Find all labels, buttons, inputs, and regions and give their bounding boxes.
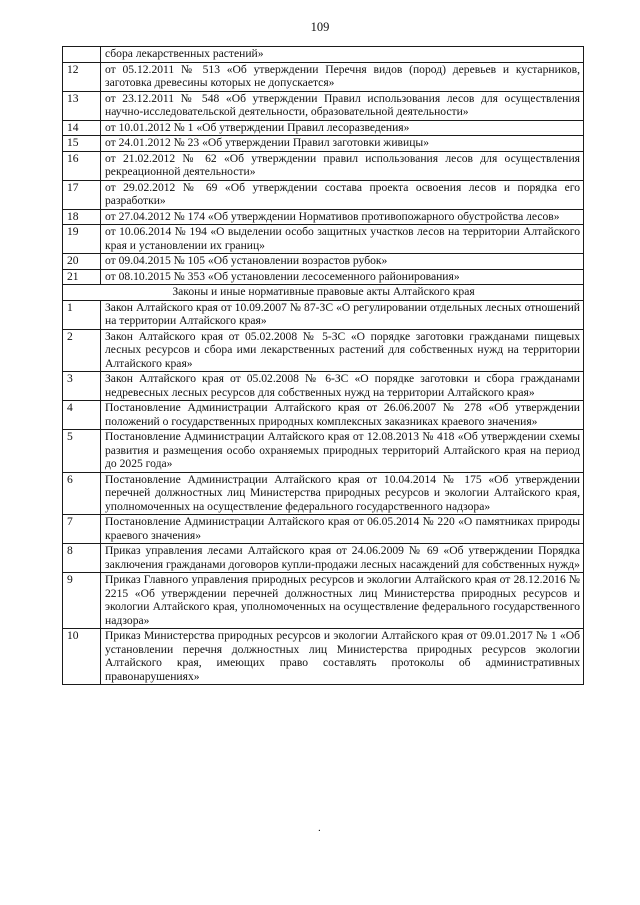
- table-row: [63, 120, 584, 136]
- row-text: от 23.12.2011 № 548 «Об утверждении Правил использования лесов для осуществления научно-исследовательской деятельности, образовательной деятельности»: [101, 91, 584, 120]
- legal-acts-table: [62, 46, 584, 685]
- row-number: 20: [63, 254, 101, 270]
- row-number: 4: [63, 401, 101, 430]
- table-row: [63, 225, 584, 254]
- section-heading: Законы и иные нормативные правовые акты Алтайского края: [63, 285, 584, 301]
- table-row: [63, 136, 584, 152]
- page-number: 109: [310, 20, 330, 34]
- row-text: Постановление Администрации Алтайского края от 12.08.2013 № 418 «Об утверждении схемы развития и размещения особо охраняемых природных территорий Алтайского края на период до 2025 года»: [101, 430, 584, 473]
- row-text: от 09.04.2015 № 105 «Об установлении возрастов рубок»: [101, 254, 584, 270]
- row-number: 17: [63, 180, 101, 209]
- row-number: 14: [63, 120, 101, 136]
- table-row: [63, 47, 584, 63]
- row-text: от 05.12.2011 № 513 «Об утверждении Перечня видов (пород) деревьев и кустарников, заготовка древесины которых не допускается»: [101, 62, 584, 91]
- table-row: [63, 573, 584, 629]
- row-number: 6: [63, 472, 101, 515]
- regional-acts-rows: [63, 300, 584, 685]
- row-text: от 10.01.2012 № 1 «Об утверждении Правил лесоразведения»: [101, 120, 584, 136]
- row-number: 10: [63, 629, 101, 685]
- table-row: [63, 209, 584, 225]
- table-row: [63, 269, 584, 285]
- row-text: от 10.06.2014 № 194 «О выделении особо защитных участков лесов на территории Алтайского края и установлении их границ»: [101, 225, 584, 254]
- federal-acts-rows: [63, 47, 584, 285]
- row-text: Приказ управления лесами Алтайского края от 24.06.2009 № 69 «Об утверждении Порядка заключения гражданами договоров купли-продажи лесных насаждений для собственных нужд»: [101, 544, 584, 573]
- row-number: 12: [63, 62, 101, 91]
- table-row: [63, 300, 584, 329]
- table-row: [63, 372, 584, 401]
- row-text: от 08.10.2015 № 353 «Об установлении лесосеменного районирования»: [101, 269, 584, 285]
- row-number: 5: [63, 430, 101, 473]
- row-text: Закон Алтайского края от 10.09.2007 № 87-ЗС «О регулировании отдельных лесных отношений на территории Алтайского края»: [101, 300, 584, 329]
- table-row: [63, 430, 584, 473]
- table-row: [63, 629, 584, 685]
- row-number: 15: [63, 136, 101, 152]
- table-row: [63, 401, 584, 430]
- row-number: 3: [63, 372, 101, 401]
- table-row: [63, 329, 584, 372]
- row-text: Постановление Администрации Алтайского края от 06.05.2014 № 220 «О памятниках природы краевого значения»: [101, 515, 584, 544]
- section-heading-row: [63, 285, 584, 301]
- row-number: 16: [63, 151, 101, 180]
- row-text: Закон Алтайского края от 05.02.2008 № 6-ЗС «О порядке заготовки и сбора гражданами недревесных лесных ресурсов для собственных нужд на территории Алтайского края»: [101, 372, 584, 401]
- table-row: [63, 151, 584, 180]
- row-number: 19: [63, 225, 101, 254]
- row-number: 7: [63, 515, 101, 544]
- row-text: Постановление Администрации Алтайского края от 10.04.2014 № 175 «Об утверждении перечней должностных лиц Министерства природных ресурсов и экологии Алтайского края, уполномоченных на осуществление федерального государственного надзора»: [101, 472, 584, 515]
- row-text: от 21.02.2012 № 62 «Об утверждении правил использования лесов для осуществления рекреационной деятельности»: [101, 151, 584, 180]
- row-number: 21: [63, 269, 101, 285]
- row-number: 18: [63, 209, 101, 225]
- row-text: Постановление Администрации Алтайского края от 26.06.2007 № 278 «Об утверждении положений о государственных природных комплексных заказниках краевого значения»: [101, 401, 584, 430]
- row-number: 13: [63, 91, 101, 120]
- row-text: от 24.01.2012 № 23 «Об утверждении Правил заготовки живицы»: [101, 136, 584, 152]
- row-text: сбора лекарственных растений»: [101, 47, 584, 63]
- table-row: [63, 180, 584, 209]
- row-number: 2: [63, 329, 101, 372]
- table-row: [63, 254, 584, 270]
- row-text: Приказ Главного управления природных ресурсов и экологии Алтайского края от 28.12.2016 № 2215 «Об утверждении перечней должностных лиц Министерства природных ресурсов и экологии Алтайского края, уполномоченных на осуществление федерального государственного надзора»: [101, 573, 584, 629]
- table-row: [63, 472, 584, 515]
- table-row: [63, 515, 584, 544]
- row-text: Приказ Министерства природных ресурсов и экологии Алтайского края от 09.01.2017 № 1 «Об установлении перечня должностных лиц Министерства природных ресурсов экологии Алтайского края, имеющих право составлять протоколы об административных правонарушениях»: [101, 629, 584, 685]
- footer-mark: .: [318, 822, 321, 834]
- section-heading-row-group: [63, 285, 584, 301]
- row-number: 8: [63, 544, 101, 573]
- row-text: Закон Алтайского края от 05.02.2008 № 5-ЗС «О порядке заготовки гражданами пищевых лесных ресурсов и сбора ими лекарственных растений для собственных нужд на территории Алтайского края»: [101, 329, 584, 372]
- table-row: [63, 91, 584, 120]
- row-number: 9: [63, 573, 101, 629]
- row-number: 1: [63, 300, 101, 329]
- row-number: [63, 47, 101, 63]
- table-row: [63, 62, 584, 91]
- row-text: от 29.02.2012 № 69 «Об утверждении состава проекта освоения лесов и порядка его разработки»: [101, 180, 584, 209]
- table-row: [63, 544, 584, 573]
- row-text: от 27.04.2012 № 174 «Об утверждении Нормативов противопожарного обустройства лесов»: [101, 209, 584, 225]
